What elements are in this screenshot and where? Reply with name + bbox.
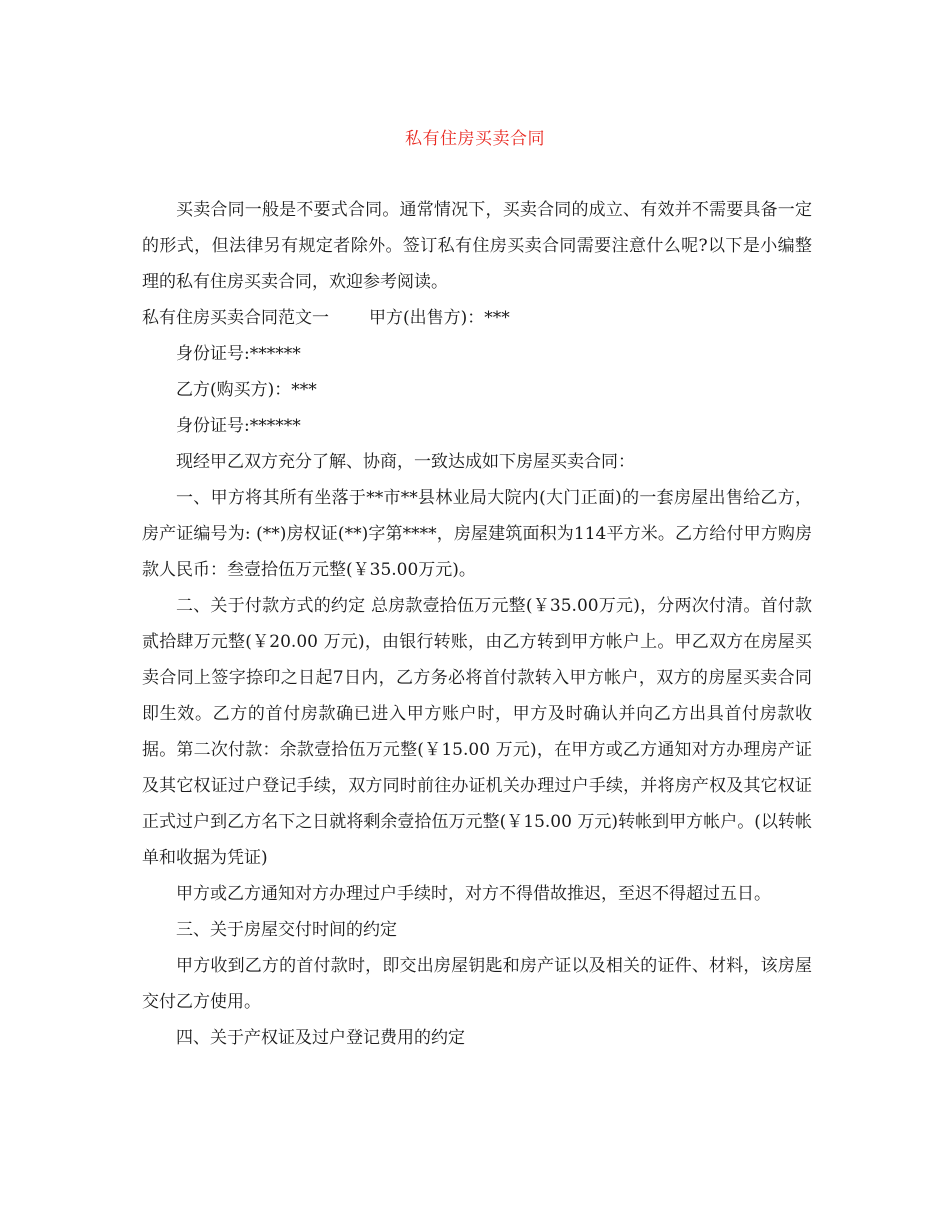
party-a: 甲方(出售方)：*** bbox=[369, 308, 510, 328]
clause-2-note: 甲方或乙方通知对方办理过户手续时，对方不得借故推迟，至迟不得超过五日。 bbox=[176, 884, 771, 904]
party-b-id: 身份证号:****** bbox=[176, 416, 301, 436]
clause-2: 二、关于付款方式的约定 总房款壹拾伍万元整(￥35.00万元)，分两次付清。首付款贰拾肆万元整(￥20.00 万元)，由银行转账，由乙方转到甲方帐户上。甲乙双方在房屋买卖合同上签字捺印之日起7日内，乙方务必将首付款转入甲方帐户，双方的房屋买卖合同即生效。乙方的首付房款确已进入甲方账户时，甲方及时确认并向乙方出具首付房款收据。第二次付款：余款壹拾伍万元整(￥15.00 万元)，在甲方或乙方通知对方办理房产证及其它权证过户登记手续，双方同时前往办证机关办理过户手续，并将房产权及其它权证正式过户到乙方名下之日就将剩余壹拾伍万元整(￥15.00 万元)转帐到甲方帐户。(以转帐单和收据为凭证) bbox=[142, 596, 812, 868]
clause-1: 一、甲方将其所有坐落于**市**县林业局大院内(大门正面)的一套房屋出售给乙方，房产证编号为: (**)房权证(**)字第****，房屋建筑面积为114平方米。乙方给付甲方购房款人民币：叁壹拾伍万元整(￥35.00万元)。 bbox=[142, 488, 812, 580]
party-a-id: 身份证号:****** bbox=[176, 344, 301, 364]
intro-paragraph: 买卖合同一般是不要式合同。通常情况下，买卖合同的成立、有效并不需要具备一定的形式，但法律另有规定者除外。签订私有住房买卖合同需要注意什么呢?以下是小编整理的私有住房买卖合同，欢迎参考阅读。 bbox=[142, 200, 812, 292]
document-title: 私有住房买卖合同 bbox=[405, 129, 545, 149]
clause-3: 甲方收到乙方的首付款时，即交出房屋钥匙和房产证以及相关的证件、材料，该房屋交付乙方使用。 bbox=[142, 956, 812, 1012]
document-body bbox=[142, 192, 812, 1056]
clause-3-title: 三、关于房屋交付时间的约定 bbox=[176, 920, 397, 940]
party-b: 乙方(购买方)：*** bbox=[176, 380, 317, 400]
sample-line bbox=[142, 300, 812, 336]
sample-heading: 私有住房买卖合同范文一 bbox=[142, 308, 329, 328]
clause-4-title: 四、关于产权证及过户登记费用的约定 bbox=[176, 1028, 465, 1048]
agreement-intro: 现经甲乙双方充分了解、协商，一致达成如下房屋买卖合同： bbox=[176, 452, 635, 472]
